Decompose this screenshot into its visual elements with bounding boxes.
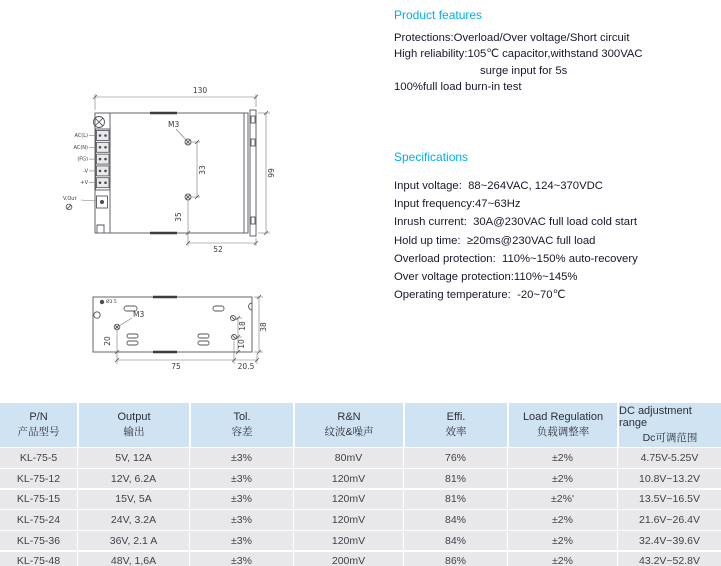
model-spec-table: [0, 403, 721, 566]
cell-dcrange: 21.6V~26.4V: [617, 510, 721, 530]
cell-dcrange: 4.75V-5.25V: [617, 448, 721, 468]
header-en: DC adjustment range: [619, 405, 692, 429]
cell-tol: ±3%: [189, 510, 293, 530]
header-en: Output: [117, 411, 151, 423]
cell-loadreg: ±2%: [507, 448, 617, 468]
spec-line: Over voltage protection:110%~145%: [394, 271, 578, 284]
dim-hole-span-label: 33: [198, 165, 207, 175]
cell-dcrange: 10.8V~13.2V: [617, 469, 721, 489]
table-row: [0, 510, 721, 530]
cell-loadreg: ±2%: [507, 469, 617, 489]
terminal-label-acl: AC(L): [74, 133, 88, 139]
header-cell-output: [77, 403, 189, 447]
table-row: [0, 448, 721, 468]
dim-hole-bottom-label: 35: [174, 212, 183, 222]
header-en: Effi.: [446, 411, 466, 423]
product-features-section: [394, 8, 721, 96]
dim-left-label: 20: [103, 336, 112, 346]
feature-line: 100%full load burn-in test: [394, 81, 522, 94]
header-zh: 输出: [123, 426, 145, 438]
hole-diameter-label: Ø3.5: [106, 300, 117, 305]
cell-output: 24V, 3.2A: [77, 510, 189, 530]
cell-effi: 76%: [403, 448, 507, 468]
cell-output: 5V, 12A: [77, 448, 189, 468]
bottom-view-drawing: [93, 295, 268, 371]
terminal-label-fg: (FG): [77, 156, 88, 163]
dim-height-label: 99: [267, 168, 276, 178]
cell-loadreg: ±2%: [507, 531, 617, 551]
cell-effi: 86%: [403, 552, 507, 566]
header-zh: 负载调整率: [536, 426, 590, 438]
cell-loadreg: ±2%': [507, 490, 617, 510]
table-row: [0, 469, 721, 489]
cell-dcrange: 13.5V~16.5V: [617, 490, 721, 510]
table-row: [0, 531, 721, 551]
cell-pn: KL-75-5: [19, 451, 58, 464]
cell-output: 36V, 2.1 A: [77, 531, 189, 551]
product-features-title: Product features: [394, 8, 483, 22]
header-en: Load Regulation: [522, 411, 604, 423]
dim-right-lower-label: 10: [237, 339, 246, 349]
cell-loadreg: ±2%: [507, 510, 617, 530]
spec-line: Hold up time: ≥20ms@230VAC full load: [394, 234, 596, 247]
dim-hole-edge-label: 52: [213, 245, 223, 254]
cell-dcrange: 43.2V~52.8V: [617, 552, 721, 566]
spec-line: Operating temperature: -20~70℃: [394, 289, 566, 302]
cell-output: 15V, 5A: [77, 490, 189, 510]
feature-line: Protections:Overload/Over voltage/Short circuit: [394, 32, 630, 44]
spec-line: Inrush current: 30A@230VAC full load cold start: [394, 216, 637, 229]
screw-hole: [231, 316, 236, 321]
cell-pn: KL-75-12: [16, 472, 61, 485]
header-en: P/N: [29, 411, 48, 423]
dim-end-label: 20.5: [237, 362, 255, 371]
terminal-label-vminus: -V: [83, 168, 88, 175]
header-zh: 效率: [445, 426, 467, 438]
cell-rn: 120mV: [293, 510, 403, 530]
vout-label: V.Out: [63, 196, 77, 202]
terminal-strip: [96, 129, 111, 190]
cell-rn: 120mV: [293, 469, 403, 489]
cell-tol: ±3%: [189, 448, 293, 468]
header-cell-rn: [293, 403, 403, 447]
cell-rn: 120mV: [293, 490, 403, 510]
spec-line: Input frequency:47~63Hz: [394, 198, 521, 211]
cell-effi: 84%: [403, 510, 507, 530]
header-cell-tol: [189, 403, 293, 447]
table-row: [0, 552, 721, 566]
cell-effi: 81%: [403, 490, 507, 510]
cell-dcrange: 32.4V~39.6V: [617, 531, 721, 551]
specifications-title: Specifications: [394, 150, 469, 164]
header-zh: Dc可调范围: [642, 432, 698, 444]
header-cell-pn: [0, 403, 77, 447]
terminal-label-acn: AC(N): [73, 144, 88, 151]
cell-effi: 81%: [403, 469, 507, 489]
front-screw-label: M3: [168, 120, 180, 129]
cell-tol: ±3%: [189, 552, 293, 566]
dim-right-upper-label: 18: [238, 321, 247, 331]
table-row: [0, 490, 721, 510]
cell-output: 12V, 6.2A: [77, 469, 189, 489]
header-cell-effi: [403, 403, 507, 447]
header-zh: 产品型号: [17, 426, 60, 438]
front-view-drawing: [63, 86, 276, 254]
cell-rn: 200mV: [293, 552, 403, 566]
dim-width-label: 130: [192, 86, 208, 95]
terminal-label-vplus: +V: [80, 180, 88, 187]
cell-loadreg: ±2%: [507, 552, 617, 566]
header-cell-dcrange: [617, 403, 721, 447]
potentiometer-icon: [66, 204, 72, 210]
header-en: Tol.: [233, 411, 251, 423]
cell-pn: KL-75-15: [16, 493, 61, 506]
cell-pn: KL-75-48: [16, 555, 61, 566]
cell-pn: KL-75-36: [16, 534, 61, 547]
header-zh: 纹波&噪声: [324, 426, 374, 438]
voltage-adjust-pot: [97, 196, 108, 208]
cell-pn: KL-75-24: [16, 514, 61, 526]
bottom-screw-label: M3: [133, 310, 145, 319]
feature-line: surge input for 5s: [480, 64, 568, 77]
dim-length-label: 75: [171, 362, 181, 371]
cell-output: 48V, 1,6A: [77, 552, 189, 566]
table-header-row: [0, 403, 721, 447]
feature-line: High reliability:105℃ capacitor,withstand 300VAC: [394, 48, 643, 61]
cell-tol: ±3%: [189, 469, 293, 489]
spec-line: Overload protection: 110%~150% auto-recovery: [394, 252, 638, 265]
spec-line: Input voltage: 88~264VAC, 124~370VDC: [394, 180, 603, 192]
cell-rn: 80mV: [293, 448, 403, 468]
specifications-section: [394, 150, 721, 304]
header-cell-loadreg: [507, 403, 617, 447]
cell-rn: 120mV: [293, 531, 403, 551]
cell-tol: ±3%: [189, 531, 293, 551]
header-en: R&N: [337, 411, 361, 423]
dim-depth-label: 38: [259, 322, 268, 332]
cell-tol: ±3%: [189, 490, 293, 510]
header-zh: 容差: [231, 426, 253, 438]
cell-effi: 84%: [403, 531, 507, 551]
